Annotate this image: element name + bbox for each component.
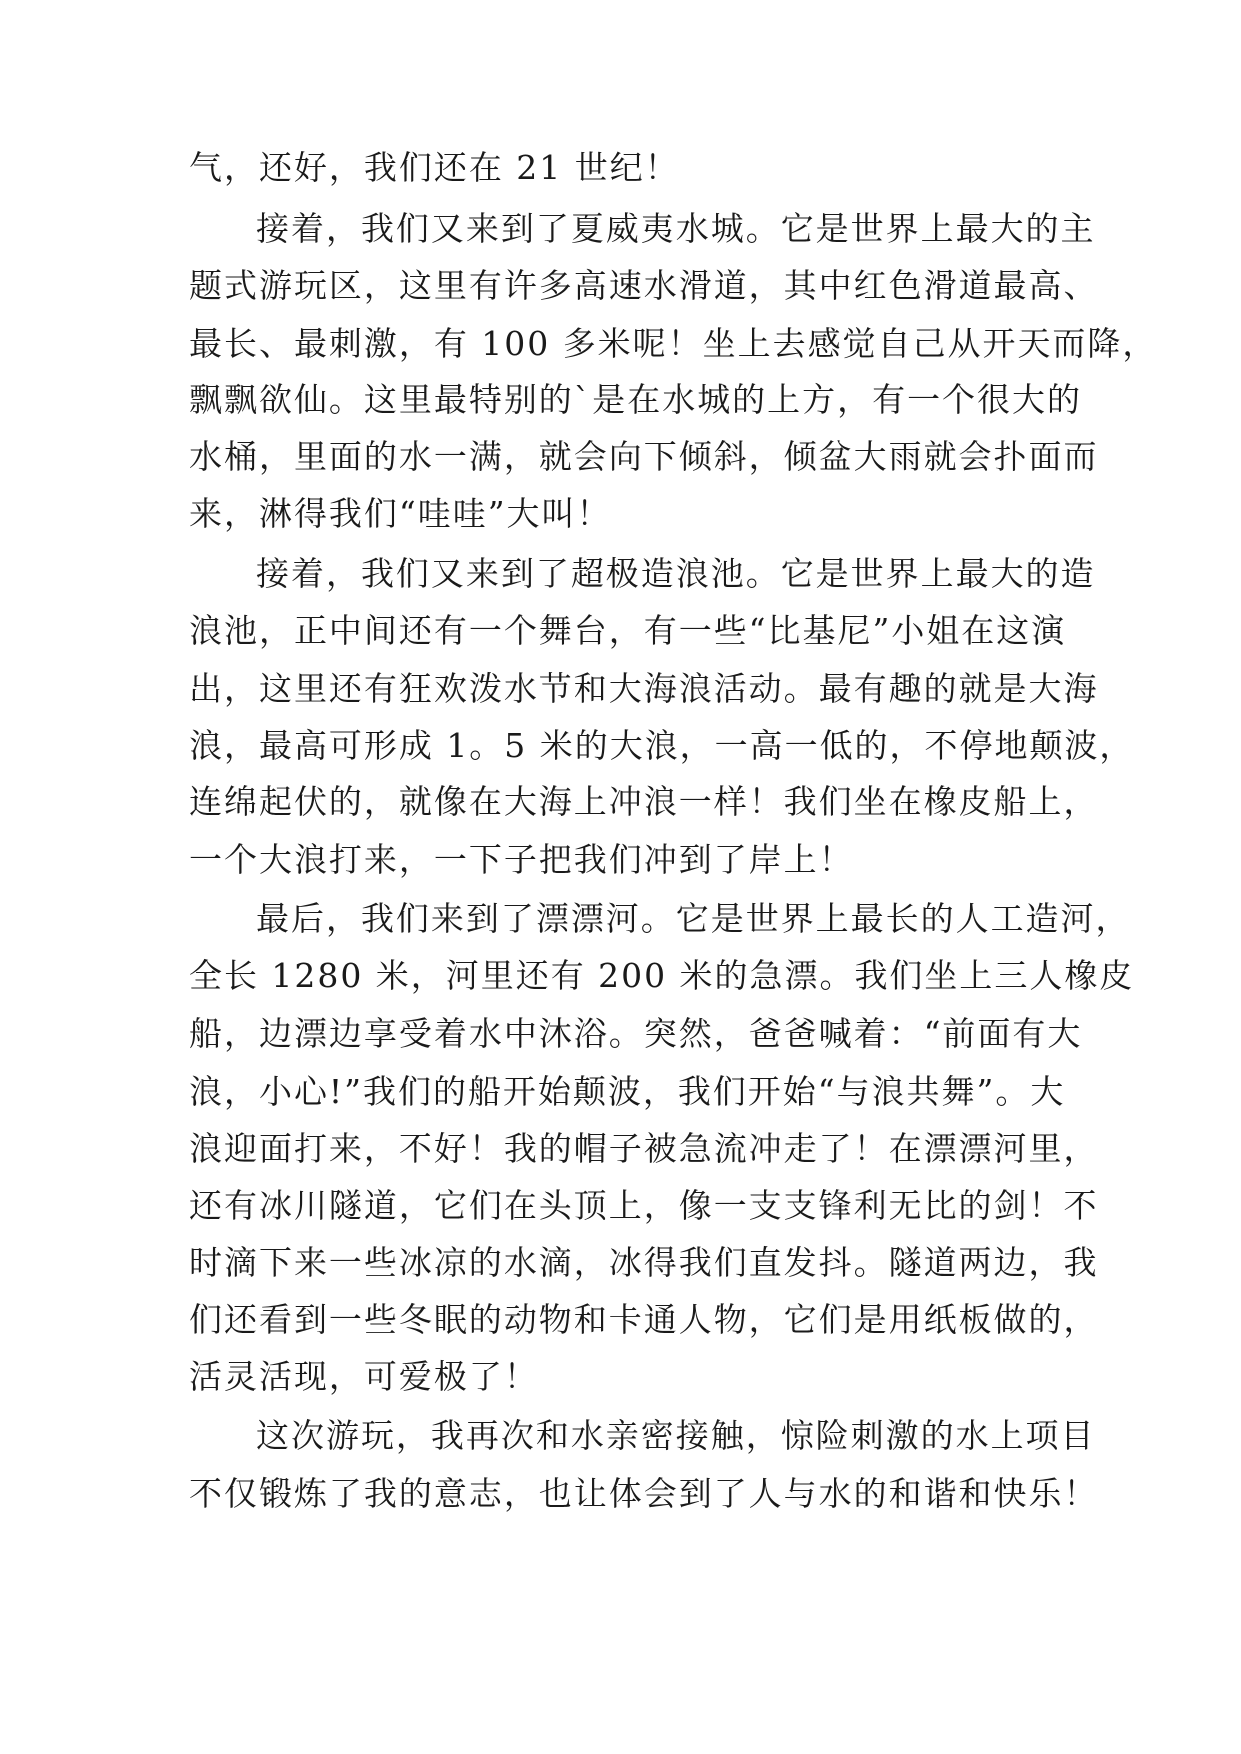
text-line: 活灵活现，可爱极了！ bbox=[189, 1357, 539, 1396]
text-line: 浪，小心!”我们的船开始颠波，我们开始“与浪共舞”。大 bbox=[189, 1072, 1066, 1111]
text-line: 接着，我们又来到了超极造浪池。它是世界上最大的造 bbox=[256, 554, 1096, 593]
text-line: 接着，我们又来到了夏威夷水城。它是世界上最大的主 bbox=[256, 209, 1096, 248]
text-line: 题式游玩区，这里有许多高速水滑道，其中红色滑道最高、 bbox=[189, 266, 1099, 305]
text-line: 船，边漂边享受着水中沐浴。突然，爸爸喊着：“前面有大 bbox=[189, 1014, 1083, 1053]
text-line: 连绵起伏的，就像在大海上冲浪一样！我们坐在橡皮船上， bbox=[189, 782, 1099, 821]
text-line: 还有冰川隧道，它们在头顶上，像一支支锋利无比的剑！不 bbox=[189, 1186, 1099, 1225]
text-line: 浪池，正中间还有一个舞台，有一些“比基尼”小姐在这演 bbox=[189, 611, 1067, 650]
text-line: 时滴下来一些冰凉的水滴，冰得我们直发抖。隧道两边，我 bbox=[189, 1243, 1099, 1282]
text-line: 来，淋得我们“哇哇”大叫！ bbox=[189, 494, 612, 533]
text-line: 气，还好，我们还在 21 世纪！ bbox=[189, 148, 680, 187]
text-line: 最长、最刺激，有 100 多米呢！坐上去感觉自己从开天而降， bbox=[189, 324, 1158, 363]
text-line: 飘飘欲仙。这里最特别的`是在水城的上方，有一个很大的 bbox=[189, 380, 1082, 419]
text-line: 最后，我们来到了漂漂河。它是世界上最长的人工造河， bbox=[256, 899, 1131, 938]
text-line: 出，这里还有狂欢泼水节和大海浪活动。最有趣的就是大海 bbox=[189, 669, 1099, 708]
text-line: 全长 1280 米，河里还有 200 米的急漂。我们坐上三人橡皮 bbox=[189, 956, 1135, 995]
text-line: 浪迎面打来，不好！我的帽子被急流冲走了！在漂漂河里， bbox=[189, 1129, 1099, 1168]
text-line: 水桶，里面的水一满，就会向下倾斜，倾盆大雨就会扑面而 bbox=[189, 437, 1099, 476]
text-line: 这次游玩，我再次和水亲密接触，惊险刺激的水上项目 bbox=[256, 1416, 1096, 1455]
text-line: 们还看到一些冬眠的动物和卡通人物，它们是用纸板做的， bbox=[189, 1300, 1099, 1339]
text-line: 不仅锻炼了我的意志，也让体会到了人与水的和谐和快乐！ bbox=[189, 1474, 1099, 1513]
text-line: 浪，最高可形成 1。5 米的大浪，一高一低的，不停地颠波， bbox=[189, 726, 1135, 765]
text-line: 一个大浪打来，一下子把我们冲到了岸上！ bbox=[189, 840, 854, 879]
